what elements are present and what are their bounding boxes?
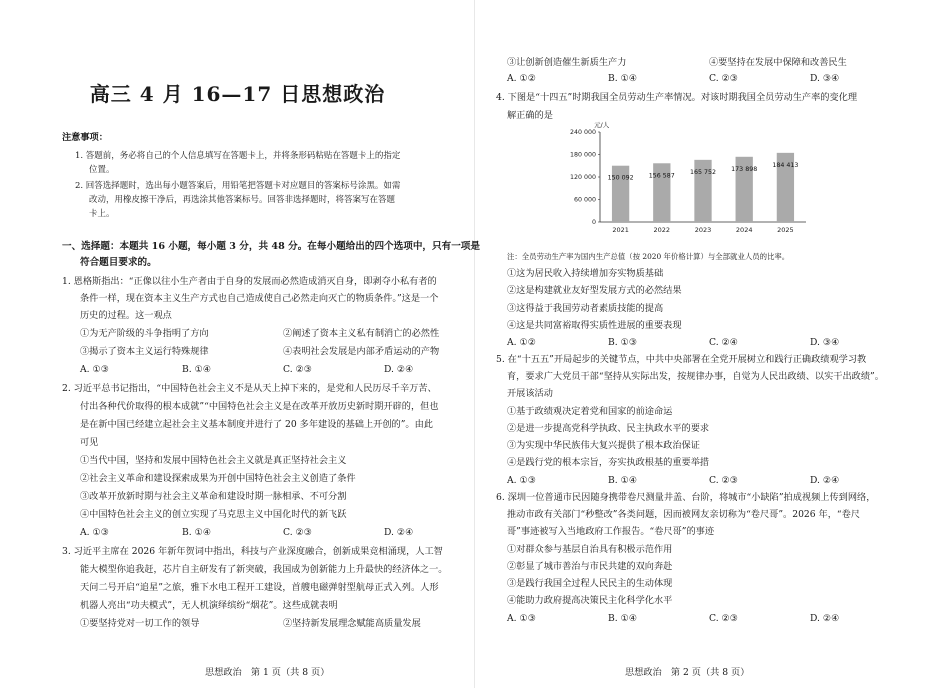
question-stem: 6. 深圳一位普通市民因随身携带卷尺测量井盖、台阶，将城市“小缺陷”拍成视频上传到网络， (496, 492, 876, 503)
exam-title: 高三 4 月 16—17 日思想政治 (89, 82, 386, 106)
option-statement: ②彰显了城市善治与市民共建的双向奔赴 (507, 561, 673, 572)
answer-choice: D. ③④ (810, 337, 840, 348)
answer-choice: C. ②③ (283, 364, 313, 375)
section-heading: 一、选择题：本题共 16 小题，每小题 3 分，共 48 分。在每小题给出的四个选项中，只有一项是 (62, 241, 480, 252)
option-statement: ②是进一步提高党科学执政、民主执政水平的要求 (507, 423, 710, 434)
x-tick-label: 2025 (777, 226, 794, 234)
labor-productivity-chart (514, 118, 814, 248)
answer-choice: B. ①③ (608, 337, 638, 348)
question-stem: 能大模型你追我赶，芯片自主研发有了新突破，我国成为创新能力上升最快的经济体之一。 (80, 564, 448, 575)
y-axis-label: 元/人 (594, 121, 610, 129)
answer-choice: A. ①③ (80, 527, 109, 538)
answer-choice: D. ②④ (384, 527, 414, 538)
option-statement: ①当代中国，坚持和发展中国特色社会主义就是真正坚持社会主义 (80, 455, 347, 466)
question-stem: 4. 下图是“十四五”时期我国全员劳动生产率情况。对该时期我国全员劳动生产率的变化理 (496, 92, 858, 103)
question-stem: 2. 习近平总书记指出，“中国特色社会主义不是从天上掉下来的，是党和人民历尽千辛万苦、 (62, 383, 437, 394)
answer-choice: D. ②④ (810, 613, 840, 624)
option-statement: ④这是共同富裕取得实质性进展的重要表现 (507, 320, 682, 331)
question-stem: 3. 习近平主席在 2026 年新年贺词中指出，科技与产业深度融合，创新成果竞相涌现，人工智 (62, 546, 443, 557)
bar-value-label: 150 092 (607, 174, 634, 182)
question-stem: 天问二号开启“追星”之旅，雅下水电工程开工建设，首艘电磁弹射型航母正式入列。人形 (80, 582, 439, 593)
y-tick-label: 60 000 (573, 196, 596, 204)
answer-choice: B. ①④ (608, 73, 638, 84)
answer-choice: C. ②③ (709, 613, 739, 624)
answer-choice: B. ①④ (608, 613, 638, 624)
notice-line: 1. 答题前，务必将自己的个人信息填写在答题卡上，并将条形码粘贴在答题卡上的指定 (75, 151, 401, 161)
bar-value-label: 156 587 (648, 172, 675, 180)
question-stem: 哥”事迹被写入当地政府工作报告。“卷尺哥”的事迹 (507, 526, 715, 537)
question-stem: 育，要求广大党员干部“坚持从实际出发，按规律办事，自觉为人民出政绩、以实干出政绩”。 (507, 371, 884, 382)
question-stem: 是在新中国已经建立起社会主义基本制度并进行了 20 多年建设的基础上开创的”。由此 (80, 419, 433, 430)
option-statement: ③这得益于我国劳动者素质技能的提高 (507, 303, 664, 314)
question-stem: 历史的过程。这一观点 (80, 310, 172, 321)
option-statement: ②阐述了资本主义私有制消亡的必然性 (283, 328, 440, 339)
option-statement: ①要坚持党对一切工作的领导 (80, 618, 200, 629)
y-tick-label: 180 000 (569, 151, 596, 159)
answer-choice: D. ②④ (810, 475, 840, 486)
option-statement: ③为实现中华民族伟大复兴提供了根本政治保证 (507, 440, 700, 451)
answer-choice: B. ①④ (608, 475, 638, 486)
option-statement: ③让创新创造催生新质生产力 (507, 57, 627, 68)
answer-choice: C. ②③ (709, 73, 739, 84)
notice-line: 改动，用橡皮擦干净后，再选涂其他答案标号。回答非选择题时，将答案写在答题 (89, 195, 396, 205)
right-page (475, 0, 950, 688)
answer-choice: A. ①② (507, 73, 536, 84)
section-heading: 符合题目要求的。 (80, 257, 157, 268)
x-tick-label: 2022 (653, 226, 671, 234)
y-tick-label: 240 000 (569, 129, 596, 137)
answer-choice: D. ③④ (810, 73, 840, 84)
answer-choice: A. ①③ (507, 475, 536, 486)
option-statement: ①对群众参与基层自治具有积极示范作用 (507, 544, 673, 555)
option-statement: ④中国特色社会主义的创立实现了马克思主义中国化时代的新飞跃 (80, 509, 347, 520)
option-statement: ④表明社会发展是内部矛盾运动的产物 (283, 346, 440, 357)
x-tick-label: 2021 (612, 226, 629, 234)
answer-choice: D. ②④ (384, 364, 414, 375)
question-stem: 机器人亮出“功夫模式”，无人机演绎缤纷“烟花”。这些成就表明 (80, 600, 338, 611)
option-statement: ②社会主义革命和建设探索成果为开创中国特色社会主义创造了条件 (80, 473, 356, 484)
y-tick-label: 0 (591, 219, 596, 227)
answer-choice: A. ①③ (507, 613, 536, 624)
answer-choice: B. ①④ (182, 364, 212, 375)
notice-heading: 注意事项： (62, 132, 108, 143)
chart-note: 注：全员劳动生产率为国内生产总值（按 2020 年价格计算）与全部就业人员的比率。 (507, 252, 790, 261)
answer-choice: C. ②③ (709, 475, 739, 486)
question-stem: 可见 (80, 437, 99, 448)
option-statement: ③揭示了资本主义运行特殊规律 (80, 346, 209, 357)
answer-choice: A. ①② (507, 337, 536, 348)
bar-value-label: 173 898 (731, 165, 758, 173)
option-statement: ③是践行我国全过程人民民主的生动体现 (507, 578, 673, 589)
answer-choice: A. ①③ (80, 364, 109, 375)
option-statement: ④要坚持在发展中保障和改善民生 (709, 57, 847, 68)
option-statement: ①这为居民收入持续增加夯实物质基础 (507, 268, 664, 279)
option-statement: ③改革开放新时期与社会主义革命和建设时期一脉相承、不可分割 (80, 491, 347, 502)
notice-line: 2. 回答选择题时，选出每小题答案后，用铅笔把答题卡对应题目的答案标号涂黑。如需 (75, 181, 401, 191)
question-stem: 条件一样，现在资本主义生产方式也自己造成使自己必然走向灭亡的物质条件。”这是一个 (80, 293, 439, 304)
y-tick-label: 120 000 (569, 174, 596, 182)
option-statement: ④是践行党的根本宗旨，夯实执政根基的重要举措 (507, 457, 710, 468)
question-stem: 解正确的是 (507, 110, 553, 121)
bar-value-label: 184 413 (772, 161, 799, 169)
question-stem: 5. 在“十五五”开局起步的关键节点，中共中央部署在全党开展树立和践行正确政绩观学习教 (496, 354, 867, 365)
bar-value-label: 165 752 (689, 168, 717, 176)
option-statement: ①基于政绩观决定着党和国家的前途命运 (507, 406, 673, 417)
option-statement: ②这是构建就业友好型发展方式的必然结果 (507, 285, 682, 296)
option-statement: ①为无产阶级的斗争指明了方向 (80, 328, 209, 339)
x-tick-label: 2023 (694, 226, 712, 234)
question-stem: 1. 恩格斯指出：“正像以往小生产者由于自身的发展而必然造成消灭自身，即剥夺小私有者的 (62, 276, 437, 287)
question-stem: 推动市政有关部门“秒整改”各类问题，因而被网友亲切称为“卷尺哥”。2026 年，“卷尺 (507, 509, 860, 520)
bar-chart (514, 118, 814, 248)
answer-choice: C. ②③ (283, 527, 313, 538)
page-footer: 思想政治 第 1 页（共 8 页） (205, 667, 330, 678)
option-statement: ②坚持新发展理念赋能高质量发展 (283, 618, 421, 629)
page-footer: 思想政治 第 2 页（共 8 页） (625, 667, 750, 678)
notice-line: 卡上。 (89, 209, 115, 219)
answer-choice: C. ②④ (709, 337, 739, 348)
notice-line: 位置。 (89, 165, 115, 175)
question-stem: 付出各种代价取得的根本成就”“中国特色社会主义是在改革开放历史新时期开辟的，但也 (80, 401, 439, 412)
question-stem: 开展该活动 (507, 388, 553, 399)
answer-choice: B. ①④ (182, 527, 212, 538)
option-statement: ④能助力政府提高决策民主化科学化水平 (507, 595, 673, 606)
x-tick-label: 2024 (735, 226, 753, 234)
